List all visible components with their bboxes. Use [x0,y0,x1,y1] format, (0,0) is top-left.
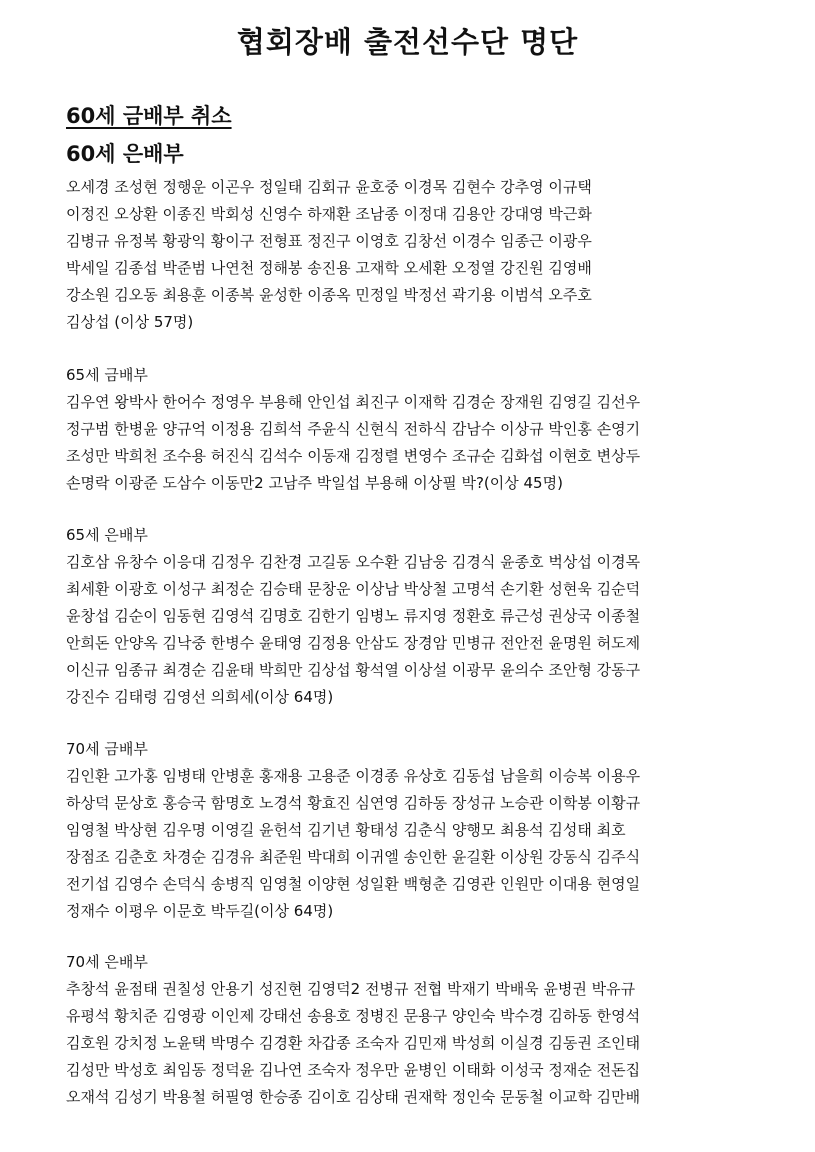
roster-line: 임영철 박상현 김우명 이영길 윤헌석 김기년 황태성 김춘식 양행모 최용석 김성태 최호 [66,821,626,839]
roster-line: 윤창섭 김순이 임동현 김영석 김명호 김한기 임병노 류지영 정환호 류근성 권상국 이종철 [66,607,641,625]
roster-line: 안희돈 안양옥 김낙중 한병수 윤태영 김정용 안삼도 장경암 민병규 전안전 윤명원 허도제 [66,634,641,652]
section-title-65-silver: 65세 은배부 [66,526,148,544]
roster-line: 김우연 왕박사 한어수 정영우 부용해 안인섭 최진구 이재학 김경순 장재원 김영길 김선우 [66,393,641,411]
roster-line: 김병규 유정복 황광익 황이구 전형표 정진구 이영호 김창선 이경수 임종근 이광우 [66,232,592,250]
section-title-70-silver: 70세 은배부 [66,953,148,971]
section-title-65-gold: 65세 금배부 [66,366,148,384]
roster-line: 김인환 고가홍 임병태 안병훈 홍재용 고용준 이경종 유상호 김동섭 남을희 이승복 이용우 [66,767,641,785]
roster-line: 유평석 황치준 김영광 이인제 강태선 송용호 정병진 문용구 양인숙 박수경 김하동 한영석 [66,1007,641,1025]
roster-line: 손명락 이광준 도삼수 이동만2 고남주 박일섭 부용해 이상필 박?(이상 45명) [66,474,563,492]
roster-line: 김성만 박성호 최임동 정덕윤 김나연 조숙자 정우만 윤병인 이태화 이성국 정재순 전돈집 [66,1061,641,1079]
document-title: 협회장배 출전선수단 명단 [236,25,579,59]
roster-line: 강진수 김태령 김영선 의희세(이상 64명) [66,688,334,706]
roster-line: 최세환 이광호 이성구 최정순 김승태 문창운 이상남 박상철 고명석 손기환 성현욱 김순덕 [66,580,641,598]
section-title-60-gold-cancelled: 60세 금배부 취소 [66,104,232,128]
roster-line: 장점조 김춘호 차경순 김경유 최준원 박대희 이귀엘 송인한 윤길환 이상원 강동식 김주식 [66,848,641,866]
roster-line: 하상덕 문상호 홍승국 함명호 노경석 황효진 심연영 김하동 장성규 노승관 이학봉 이황규 [66,794,641,812]
roster-line: 정재수 이평우 이문호 박두길(이상 64명) [66,902,334,920]
roster-line: 박세일 김종섭 박준범 나연천 정해봉 송진용 고재학 오세환 오정열 강진원 김영배 [66,259,592,277]
roster-line: 조성만 박희천 조수용 허진식 김석수 이동재 김정렬 변영수 조규순 김화섭 이현호 변상두 [66,447,641,465]
roster-line: 이정진 오상환 이종진 박회성 신영수 하재환 조남종 이정대 김용안 강대영 박근화 [66,205,592,223]
roster-line: 김호원 강치정 노윤택 박명수 김경환 차갑종 조숙자 김민재 박성희 이실경 김동권 조인태 [66,1034,641,1052]
roster-line: 김호삼 유창수 이응대 김정우 김찬경 고길동 오수환 김남웅 김경식 윤종호 벅상섭 이경목 [66,553,641,571]
roster-line: 추창석 윤점태 권칠성 안용기 성진현 김영덕2 전병규 전협 박재기 박배욱 윤병권 박유규 [66,980,636,998]
roster-line: 정구범 한병윤 양규억 이정용 김희석 주윤식 신현식 전하식 감남수 이상규 박인홍 손영기 [66,420,641,438]
section-title-70-gold: 70세 금배부 [66,740,148,758]
roster-line: 강소원 김오동 최용훈 이종복 윤성한 이종옥 민정일 박정선 곽기용 이범석 오주호 [66,286,592,304]
section-title-60-silver: 60세 은배부 [66,142,184,166]
roster-line: 이신규 임종규 최경순 김윤태 박희만 김상섭 황석열 이상설 이광무 윤의수 조안형 강동구 [66,661,641,679]
roster-line: 오세경 조성현 정행운 이곤우 정일태 김회규 윤호중 이경목 김현수 강추영 이규택 [66,178,592,196]
roster-line: 오재석 김성기 박용철 허필영 한승종 김이호 김상태 권재학 정인숙 문동철 이교학 김만배 [66,1088,641,1106]
roster-line: 김상섭 (이상 57명) [66,313,194,331]
roster-line: 전기섭 김영수 손덕식 송병직 임영철 이양현 성일환 백형춘 김영관 인원만 이대용 현영일 [66,875,641,893]
